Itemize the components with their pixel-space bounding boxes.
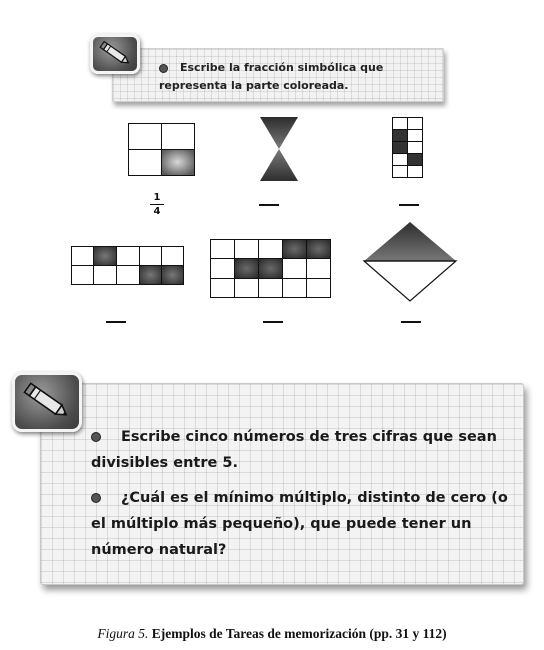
figure-square-2x2: [128, 123, 196, 177]
figure-caption: [0, 626, 544, 642]
figure-grid-2x5: [392, 117, 424, 179]
pencil-icon: [12, 372, 82, 432]
question-item: [91, 424, 511, 476]
answer-line: [106, 321, 126, 323]
fraction-denominator: 4: [153, 206, 161, 217]
fraction-bar: [150, 204, 164, 205]
answer-line: [263, 321, 283, 323]
pencil-icon: [90, 34, 140, 74]
question-item: [91, 485, 511, 563]
bullet-icon: [159, 64, 168, 73]
figure-grid-5x3: [210, 239, 332, 299]
answer-line: [259, 204, 279, 206]
instruction-text-block: [159, 59, 439, 95]
fraction-numerator: 1: [153, 192, 161, 203]
bullet-icon: [91, 493, 101, 503]
bullet-icon: [91, 432, 101, 442]
instruction-card: [112, 48, 444, 102]
caption-label: Figura 5.: [97, 626, 149, 641]
figure-grid-5x2: [71, 246, 185, 286]
example-fraction: [150, 192, 164, 217]
figure-hourglass: [258, 116, 300, 182]
question-text: ¿Cuál es el mínimo múltiplo, distinto de cero (o el múltiplo más pequeño), que puede tener un número natural?: [91, 490, 508, 558]
caption-text: Ejemplos de Tareas de memorización (pp. 31 y 112): [151, 626, 447, 641]
answer-line: [401, 321, 421, 323]
answer-line: [399, 204, 419, 206]
question-text: Escribe cinco números de tres cifras que sean divisibles entre 5.: [91, 429, 497, 471]
questions-card: [40, 383, 524, 585]
instruction-text: Escribe la fracción simbólica que representa la parte coloreada.: [159, 61, 384, 92]
figure-diamond: [363, 221, 457, 303]
